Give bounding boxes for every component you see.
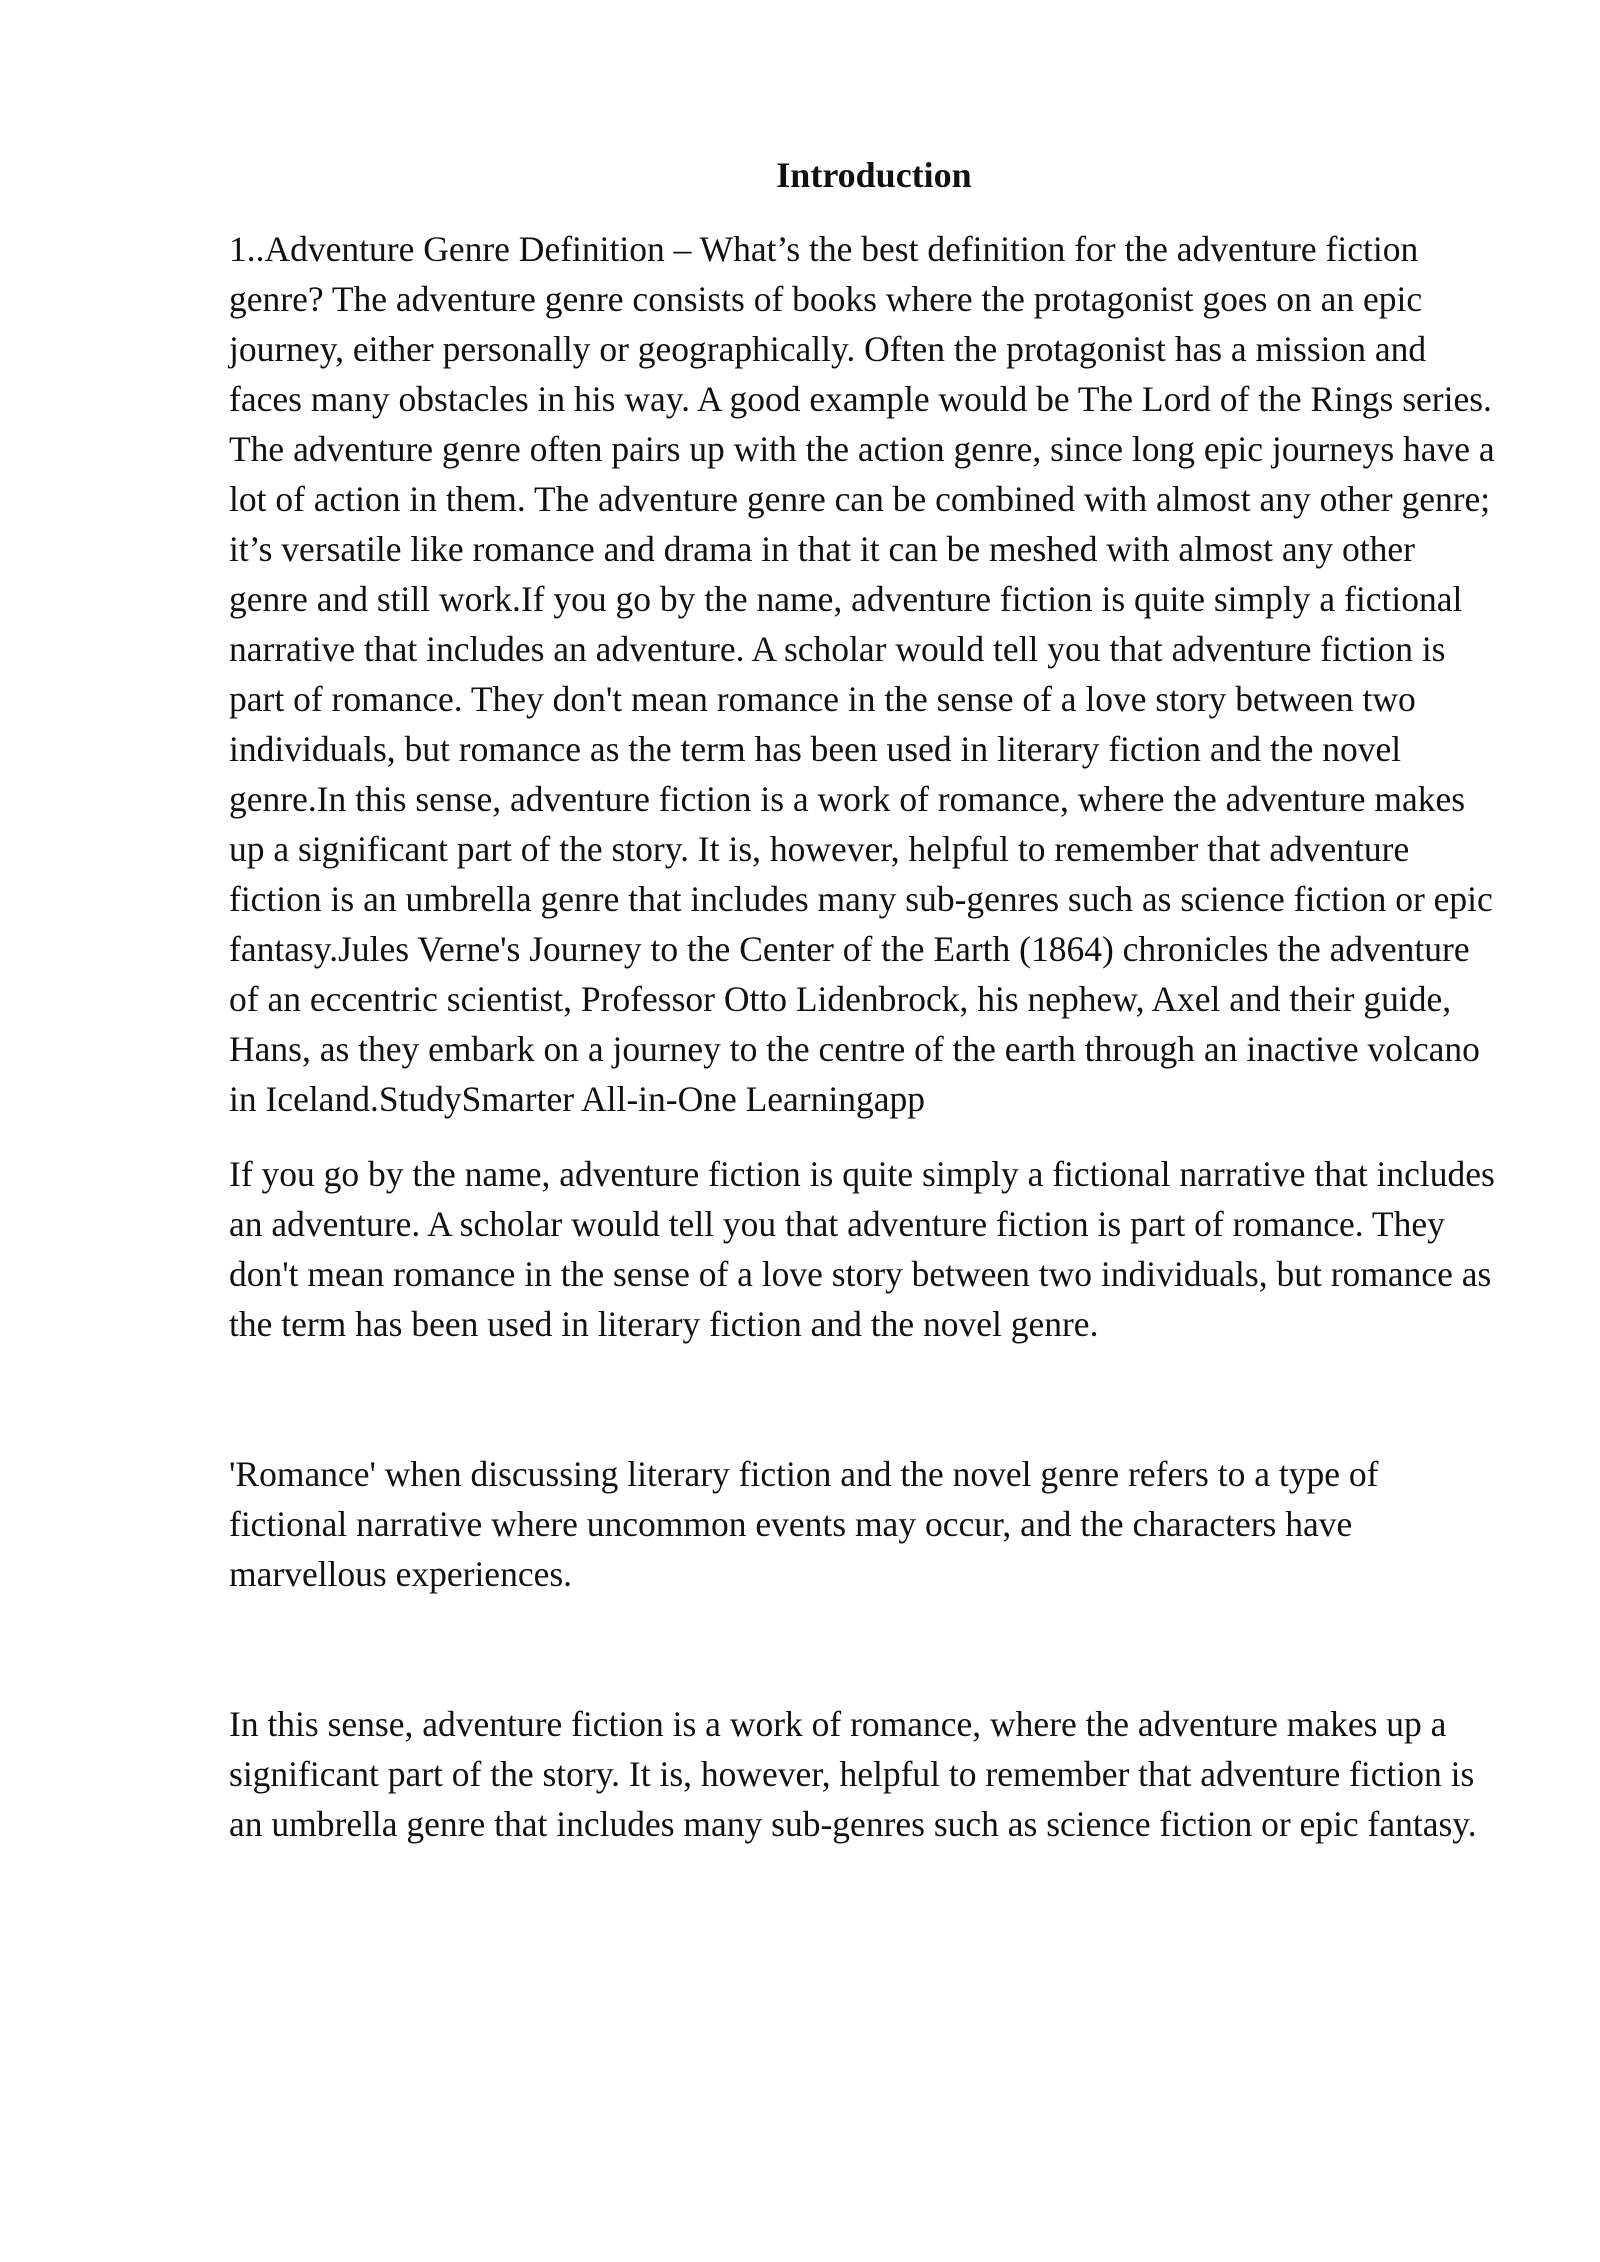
paragraph-adventure-definition: 1..Adventure Genre Definition – What’s the best definition for the adventure fiction genre? The adventure genre consists of books where the protagonist goes on an epic journey, either personally or geographically. Often the protagonist has a mission and faces many obstacles in his way. A good example would be The Lord of the Rings series. The adventure genre often pairs up with the action genre, since long epic journeys have a lot of action in them. The adventure genre can be combined with almost any other genre; it’s versatile like romance and drama in that it can be meshed with almost any other genre and still work.If you go by the name, adventure fiction is quite simply a fictional narrative that includes an adventure. A scholar would tell you that adventure fiction is part of romance. They don't mean romance in the sense of a love story between two individuals, but romance as the term has been used in literary fiction and the novel genre.In this sense, adventure fiction is a work of romance, where the adventure makes up a significant part of the story. It is, however, helpful to remember that adventure fiction is an umbrella genre that includes many sub-genres such as science fiction or epic fantasy.Jules Verne's Journey to the Center of the Earth (1864) chronicles the adventure of an eccentric scientist, Professor Otto Lidenbrock, his nephew, Axel and their guide, Hans, as they embark on a journey to the centre of the earth through an inactive volcano in Iceland.StudySmarter All-in-One Learningapp — [229, 229, 1495, 1119]
paragraph-umbrella-genre: In this sense, adventure fiction is a work of romance, where the adventure makes up a significant part of the story. It is, however, helpful to remember that adventure fiction is an umbrella genre that includes many sub-genres such as science fiction or epic fantasy. — [229, 1704, 1477, 1844]
paragraph-romance-definition: 'Romance' when discussing literary fiction and the novel genre refers to a type of fictional narrative where uncommon events may occur, and the characters have marvellous experiences. — [229, 1454, 1379, 1594]
paragraph-spacer — [229, 1124, 1499, 1149]
paragraph-spacer — [229, 1349, 1499, 1449]
document-title: Introduction — [776, 155, 972, 195]
document-body — [229, 150, 1499, 1849]
paragraph-spacer — [229, 1599, 1499, 1699]
paragraph-fiction-narrative: If you go by the name, adventure fiction is quite simply a fictional narrative that includes an adventure. A scholar would tell you that adventure fiction is part of romance. They don't mean romance in the sense of a love story between two individuals, but romance as the term has been used in literary fiction and the novel genre. — [229, 1154, 1495, 1344]
